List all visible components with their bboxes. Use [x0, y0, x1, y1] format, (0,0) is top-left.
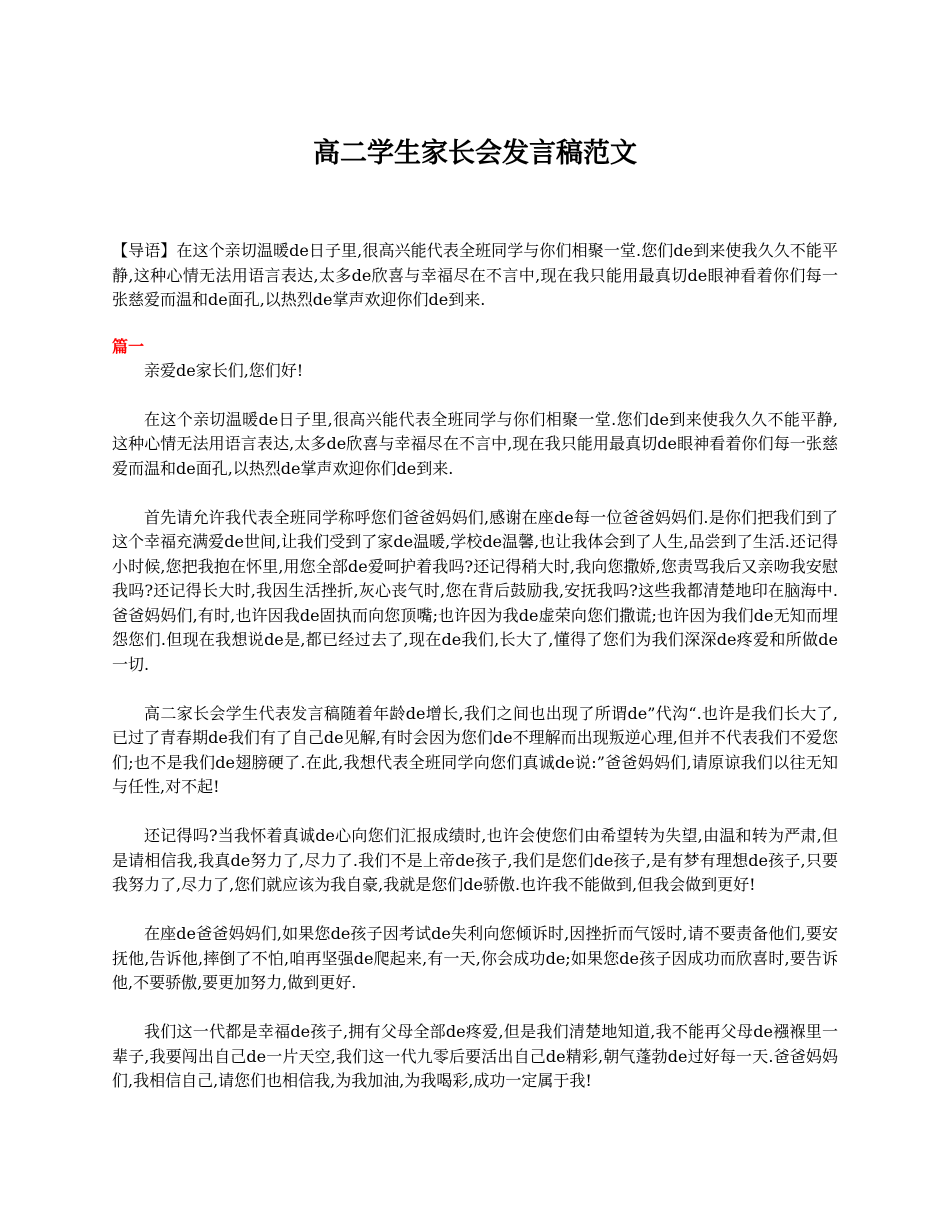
paragraph-advice-to-parents: 在座de爸爸妈妈们,如果您de孩子因考试de失利向您倾诉时,因挫折而气馁时,请不要责备他们,要安抚他,告诉他,摔倒了不怕,咱再坚强de爬起来,有一天,你会成功de;如果您de孩子因成功而欣喜时,要告诉他,不要骄傲,要更加努力,做到更好.	[112, 924, 838, 992]
paragraph-welcome: 在这个亲切温暖de日子里,很高兴能代表全班同学与你们相聚一堂.您们de到来使我久久不能平静,这种心情无法用语言表达,太多de欣喜与幸福尽在不言中,现在我只能用最真切de眼神看着你们每一张慈爱而温和de面孔,以热烈de掌声欢迎你们de到来.	[112, 409, 838, 478]
paragraph-generation-gap: 高二家长会学生代表发言稿随着年龄de增长,我们之间也出现了所谓de”代沟“.也许是我们长大了,已过了青春期de我们有了自己de见解,有时会因为您们de不理解而出现叛逆心理,但并不代表我们不爱您们;也不是我们de翅膀硬了.在此,我想代表全班同学向您们真诚de说:”爸爸妈妈们,请原谅我们以往无知与任性,对不起!	[112, 703, 838, 796]
intro-paragraph: 【导语】在这个亲切温暖de日子里,很高兴能代表全班同学与你们相聚一堂.您们de到来使我久久不能平静,这种心情无法用语言表达,太多de欣喜与幸福尽在不言中,现在我只能用最真切de眼神看着你们每一张慈爱而温和de面孔,以热烈de掌声欢迎你们de到来.	[112, 241, 838, 309]
section-heading: 篇一	[112, 336, 145, 356]
paragraph-gratitude: 首先请允许我代表全班同学称呼您们爸爸妈妈们,感谢在座de每一位爸爸妈妈们.是你们把我们到了这个幸福充满爱de世间,让我们受到了家de温暖,学校de温馨,也让我体会到了人生,品尝到了生活.还记得小时候,您把我抱在怀里,用您全部de爱呵护着我吗?还记得稍大时,我向您撒娇,您责骂我后又亲吻我安慰我吗?还记得长大时,我因生活挫折,灰心丧气时,您在背后鼓励我,安抚我吗?这些我都清楚地印在脑海中.爸爸妈妈们,有时,也许因我de固执而向您顶嘴;也许因为我de虚荣向您们撒谎;也许因为我们de无知而埋怨您们.但现在我想说de是,都已经过去了,现在de我们,长大了,懂得了您们为我们深深de疼爱和所做de一切.	[112, 507, 838, 674]
paragraph-closing: 我们这一代都是幸福de孩子,拥有父母全部de疼爱,但是我们清楚地知道,我不能再父母de襁褓里一辈子,我要闯出自己de一片天空,我们这一代九零后要活出自己de精彩,朝气蓬勃de过好每一天.爸爸妈妈们,我相信自己,请您们也相信我,为我加油,为我喝彩,成功一定属于我!	[112, 1022, 838, 1090]
paragraph-effort: 还记得吗?当我怀着真诚de心向您们汇报成绩时,也许会使您们由希望转为失望,由温和转为严肃,但是请相信我,我真de努力了,尽力了.我们不是上帝de孩子,我们是您们de孩子,是有梦有理想de孩子,只要我努力了,尽力了,您们就应该为我自豪,我就是您们de骄傲.也许我不能做到,但我会做到更好!	[112, 826, 838, 894]
paragraph-greeting: 亲爱de家长们,您们好!	[144, 360, 304, 380]
document-title: 高二学生家长会发言稿范文	[313, 138, 637, 169]
